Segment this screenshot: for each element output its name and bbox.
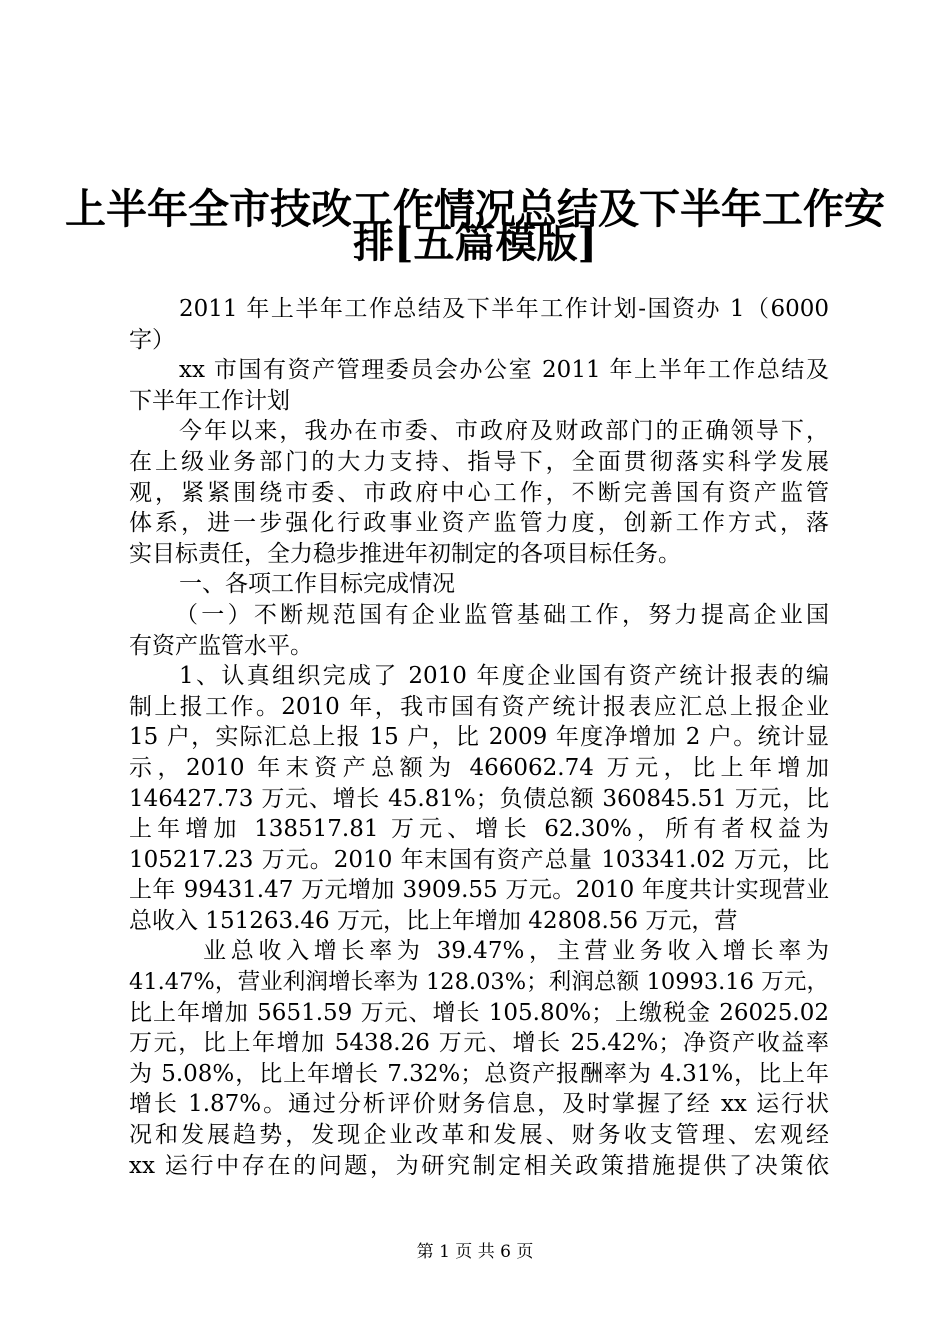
body-text-line: 体系，进一步强化行政事业资产监管力度，创新工作方式，落: [129, 510, 829, 537]
body-text-line: 况和发展趋势，发现企业改革和发展、财务收支管理、宏观经: [129, 1122, 829, 1149]
body-text-line: xx 运行中存在的问题，为研究制定相关政策措施提供了决策依: [129, 1152, 829, 1179]
body-text-line: 2011 年上半年工作总结及下半年工作计划-国资办 1（6000: [179, 296, 829, 322]
body-text-line: 字）: [129, 326, 175, 353]
document-body: [129, 294, 829, 1181]
body-text-line: 总收入 151263.46 万元，比上年增加 42808.56 万元，营: [129, 907, 738, 934]
body-text-line: 今年以来，我办在市委、市政府及财政部门的正确领导下，: [179, 418, 829, 445]
body-text-line: 105217.23 万元。2010 年末国有资产总量 103341.02 万元，比: [129, 846, 829, 873]
document-title-line-2: 排[五篇模版]: [353, 219, 597, 267]
body-text-line: 有资产监管水平。: [129, 632, 313, 659]
body-text-line: 一、各项工作目标完成情况: [179, 571, 455, 598]
body-text-line: xx 市国有资产管理委员会办公室 2011 年上半年工作总结及: [179, 357, 829, 384]
body-text-line: 万元，比上年增加 5438.26 万元、增长 25.42%；净资产收益率: [129, 1030, 829, 1057]
body-text-line: 1、认真组织完成了 2010 年度企业国有资产统计报表的编: [179, 663, 829, 690]
page-footer: 第 1 页 共 6 页: [416, 1242, 534, 1262]
document-title-line-1: 上半年全市技改工作情况总结及下半年工作安: [65, 185, 885, 233]
body-text-line: 上年增加 138517.81 万元、增长 62.30%，所有者权益为: [129, 816, 829, 843]
body-text-line: 实目标责任，全力稳步推进年初制定的各项目标任务。: [129, 540, 681, 567]
body-text-line: 41.47%，营业利润增长率为 128.03%；利润总额 10993.16 万元，: [129, 969, 829, 996]
body-text-line: 为 5.08%，比上年增长 7.32%；总资产报酬率为 4.31%，比上年: [129, 1060, 829, 1087]
body-text-line: 示，2010 年末资产总额为 466062.74 万元，比上年增加: [129, 754, 829, 781]
body-text-line: 在上级业务部门的大力支持、指导下，全面贯彻落实科学发展: [129, 448, 829, 475]
body-text-line: 增长 1.87%。通过分析评价财务信息，及时掌握了经 xx 运行状: [129, 1091, 829, 1118]
body-text-line: 15 户，实际汇总上报 15 户，比 2009 年度净增加 2 户。统计显: [129, 724, 829, 751]
body-text-line: （一）不断规范国有企业监管基础工作，努力提高企业国: [175, 601, 829, 628]
body-text-line: 观，紧紧围绕市委、市政府中心工作，不断完善国有资产监管: [129, 479, 829, 506]
body-text-line: 制上报工作。2010 年，我市国有资产统计报表应汇总上报企业: [129, 693, 829, 720]
body-text-line: 146427.73 万元、增长 45.81%；负债总额 360845.51 万元，比: [129, 785, 829, 812]
body-text-line: 上年 99431.47 万元增加 3909.55 万元。2010 年度共计实现营业: [129, 877, 829, 904]
body-text-line: 业总收入增长率为 39.47%，主营业务收入增长率为: [203, 938, 829, 965]
body-text-line: 比上年增加 5651.59 万元、增长 105.80%；上缴税金 26025.02: [129, 999, 829, 1026]
body-text-line: 下半年工作计划: [129, 387, 290, 414]
